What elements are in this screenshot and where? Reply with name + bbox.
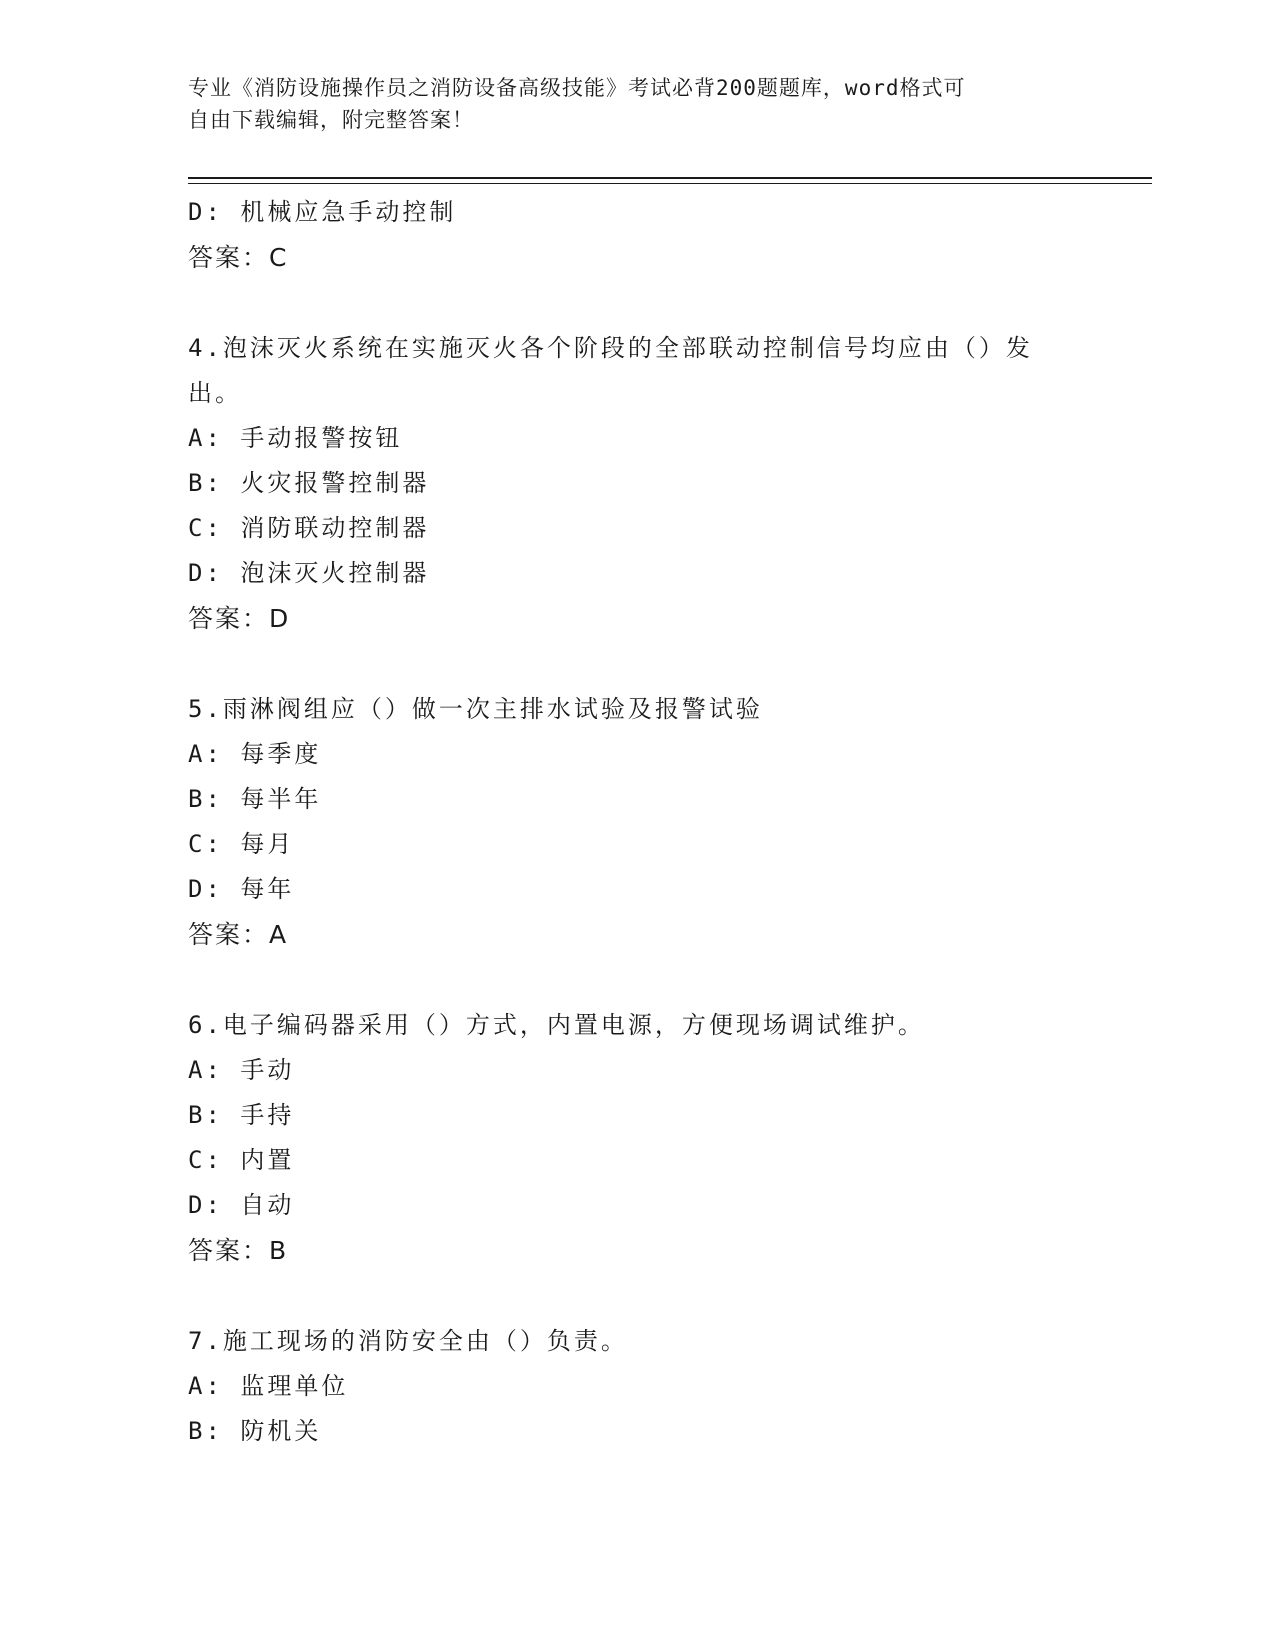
option-a: A: 手动报警按钮 (188, 424, 403, 452)
header-line-2: 自由下载编辑，附完整答案！ (188, 108, 474, 132)
answer-line: 答案：C (188, 243, 289, 272)
question-list (188, 190, 1088, 1454)
question-6 (188, 1003, 1088, 1273)
option-b: B: 每半年 (188, 785, 322, 813)
question-text: 5.雨淋阀组应（）做一次主排水试验及报警试验 (188, 695, 763, 723)
option-d: D: 自动 (188, 1191, 295, 1219)
option-c: C: 每月 (188, 830, 295, 858)
answer-line: 答案：D (188, 604, 291, 633)
option-c: C: 内置 (188, 1146, 295, 1174)
question-text: 7.施工现场的消防安全由（）负责。 (188, 1327, 628, 1355)
option-a: A: 手动 (188, 1056, 295, 1084)
option-b: B: 火灾报警控制器 (188, 469, 430, 497)
header-line-1: 专业《消防设施操作员之消防设备高级技能》考试必背200题题库，word格式可 (188, 76, 966, 100)
header-divider-thin (188, 183, 1152, 184)
answer-line: 答案：A (188, 920, 289, 949)
option-a: A: 监理单位 (188, 1372, 349, 1400)
previous-question-tail (188, 190, 1088, 280)
option-d: D: 机械应急手动控制 (188, 198, 457, 226)
question-text: 6.电子编码器采用（）方式，内置电源，方便现场调试维护。 (188, 1011, 925, 1039)
option-c: C: 消防联动控制器 (188, 514, 430, 542)
option-d: D: 泡沫灭火控制器 (188, 559, 430, 587)
document-header (188, 72, 1068, 136)
option-b: B: 手持 (188, 1101, 295, 1129)
option-a: A: 每季度 (188, 740, 322, 768)
header-divider-thick (188, 177, 1152, 179)
answer-line: 答案：B (188, 1236, 289, 1265)
question-5 (188, 687, 1088, 957)
question-text: 4.泡沫灭火系统在实施灭火各个阶段的全部联动控制信号均应由（）发出。 (188, 334, 1033, 407)
option-b: B: 防机关 (188, 1417, 322, 1445)
question-7 (188, 1319, 1088, 1454)
question-4 (188, 326, 1088, 641)
option-d: D: 每年 (188, 875, 295, 903)
